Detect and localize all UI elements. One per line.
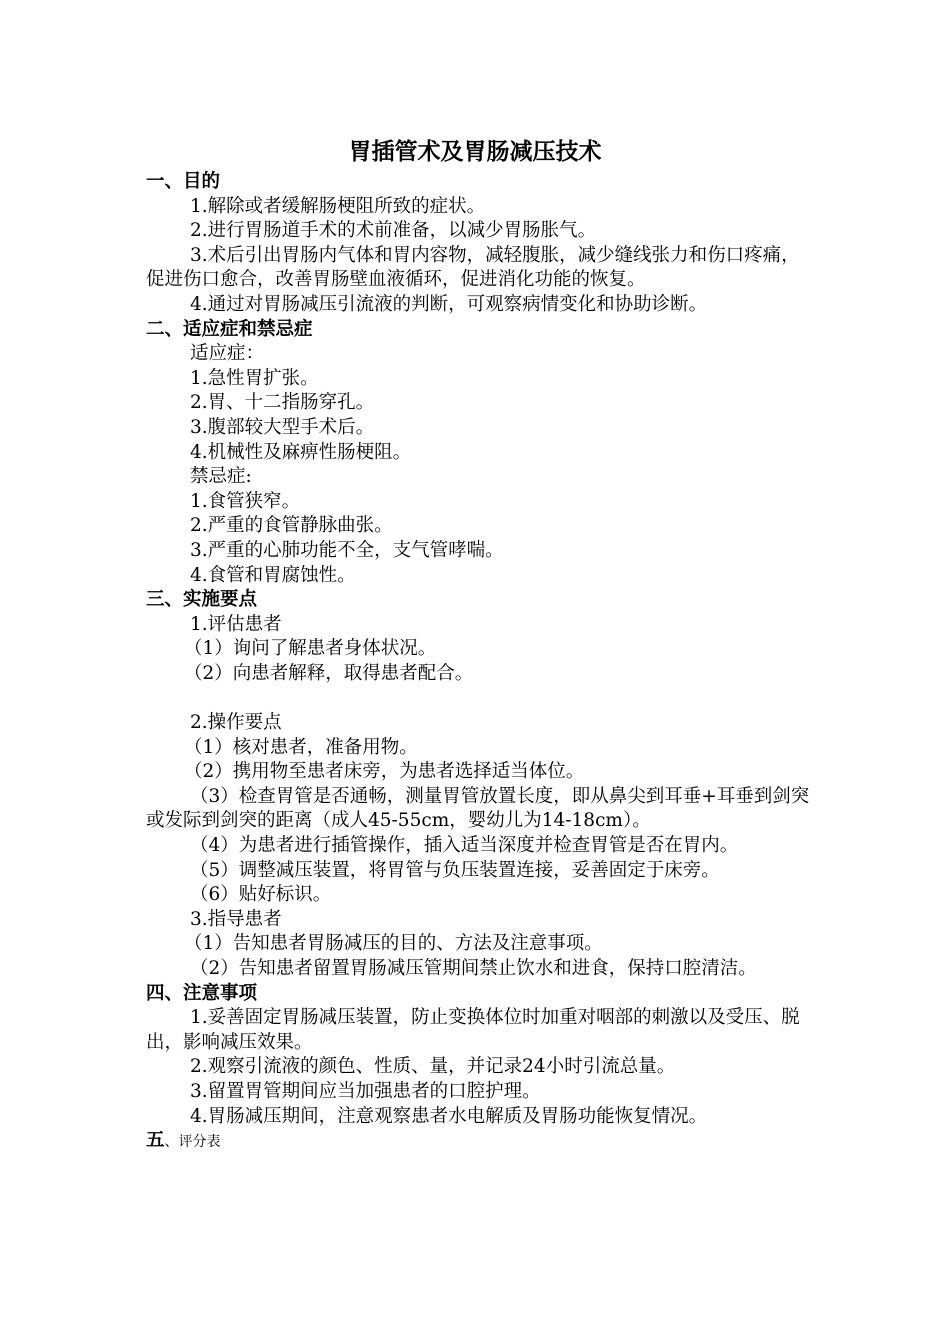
contraindication-item: 4.食管和胃腐蚀性。 [190, 564, 356, 586]
scoring-heading-text: 、评分表 [164, 1134, 221, 1151]
section-heading-procedure: 三、实施要点 [146, 589, 258, 611]
precaution-item: 1.妥善固定胃肠减压装置，防止变换体位时加重对咽部的刺激以及受压、脱出，影响减压效果。 [146, 1007, 800, 1053]
contraindication-item: 1.食管狭窄。 [190, 490, 301, 512]
procedure-item: （1）告知患者胃肠减压的目的、方法及注意事项。 [184, 933, 603, 955]
section-heading-precautions: 四、注意事项 [146, 982, 258, 1004]
indications-label: 适应症： [190, 343, 265, 365]
document-title: 胃插管术及胃肠减压技术 [348, 139, 602, 165]
procedure-item: （1）核对患者，准备用物。 [184, 736, 418, 758]
contraindication-item: 2.严重的食管静脉曲张。 [190, 515, 393, 537]
precaution-item: 4.胃肠减压期间，注意观察患者水电解质及胃肠功能恢复情况。 [190, 1105, 708, 1127]
purpose-item: 1.解除或者缓解肠梗阻所致的症状。 [190, 195, 486, 217]
purpose-item: 3.术后引出胃肠内气体和胃内容物，减轻腹胀，减少缝线张力和伤口疼痛，促进伤口愈合，改善胃肠壁血液循环，促进消化功能的恢复。 [146, 244, 800, 291]
procedure-item: （6）贴好标识。 [190, 884, 332, 906]
procedure-subheading: 1.评估患者 [190, 613, 282, 635]
contraindication-item: 3.严重的心肺功能不全，支气管哮喘。 [190, 539, 504, 561]
indication-item: 2.胃、十二指肠穿孔。 [190, 392, 375, 414]
procedure-item: （2）告知患者留置胃肠减压管期间禁止饮水和进食，保持口腔清洁。 [190, 958, 757, 979]
blank-line [146, 686, 816, 711]
precaution-item: 3.留置胃管期间应当加强患者的口腔护理。 [190, 1080, 541, 1102]
scoring-heading-number: 五 [146, 1130, 165, 1152]
procedure-subheading: 2.操作要点 [190, 712, 282, 734]
indication-item: 4.机械性及麻痹性肠梗阻。 [190, 441, 412, 463]
section-heading-purpose: 一、目的 [146, 171, 221, 192]
purpose-item: 4.通过对胃肠减压引流液的判断，可观察病情变化和协助诊断。 [190, 293, 708, 315]
precaution-item: 2.观察引流液的颜色、性质、量，并记录24小时引流总量。 [190, 1056, 676, 1078]
procedure-item: （4）为患者进行插管操作，插入适当深度并检查胃管是否在胃内。 [190, 835, 739, 857]
procedure-item: （1）询问了解患者身体状况。 [184, 638, 437, 660]
procedure-item: （2）向患者解释，取得患者配合。 [184, 662, 474, 684]
procedure-item: （3）检查胃管是否通畅，测量胃管放置长度，即从鼻尖到耳垂+耳垂到剑突或发际到剑突的距离（成人45-55cm，婴幼儿为14-18cm）。 [146, 785, 810, 832]
section-heading-scoring [146, 1129, 816, 1155]
indication-item: 3.腹部较大型手术后。 [190, 416, 375, 438]
procedure-item: （2）携用物至患者床旁，为患者选择适当体位。 [184, 761, 585, 783]
procedure-item: （5）调整减压装置，将胃管与负压装置连接，妥善固定于床旁。 [190, 859, 720, 881]
document-body [146, 170, 816, 1155]
procedure-subheading: 3.指导患者 [190, 908, 282, 930]
contraindications-label: 禁忌症: [190, 466, 252, 488]
indication-item: 1.急性胃扩张。 [190, 367, 319, 389]
section-heading-indications: 二、适应症和禁忌症 [146, 318, 313, 340]
purpose-item: 2.进行胃肠道手术的术前准备，以减少胃肠胀气。 [190, 220, 597, 242]
